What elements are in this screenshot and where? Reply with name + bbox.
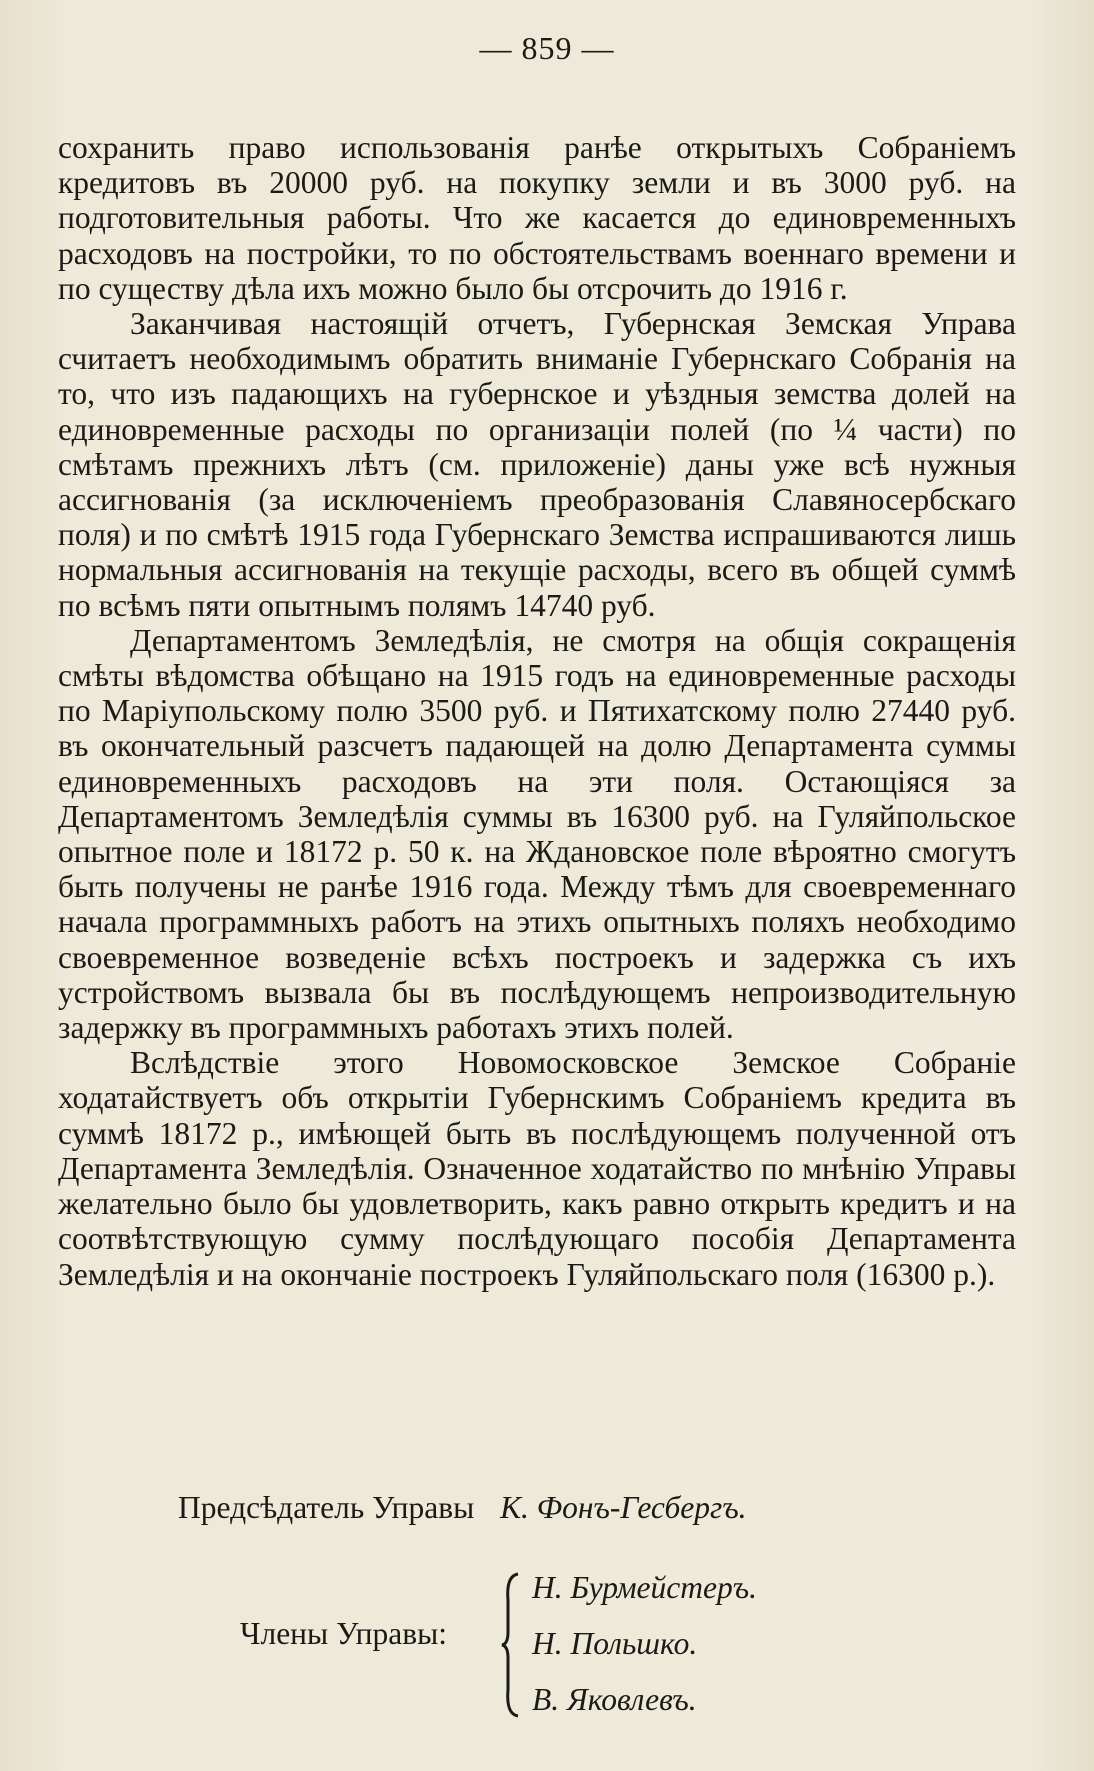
member-name: Н. Бурмейстеръ. [532,1570,757,1605]
paragraph-continuation: сохранить право использованія ранѣе открытыхъ Собраніемъ кредитовъ въ 20000 руб. на покупку земли и въ 3000 руб. на подготовительныя работы. Что же касается до единовременныхъ расходовъ на постройки, то по обстоятельствамъ военнаго времени и по существу дѣла ихъ можно было бы отсрочить до 1916 г. [58,130,1016,306]
chairman-signature: К. Фонъ-Гесбергъ. [500,1490,747,1525]
chairman-label: Предсѣдатель Управы [178,1490,475,1525]
members-label: Члены Управы: [240,1616,447,1651]
members-list [532,1560,757,1728]
body-text [58,130,1016,1292]
page-number: — 859 — [479,30,615,66]
member-name: Н. Польшко. [532,1626,698,1661]
paragraph-report-conclusion: Заканчивая настоящій отчетъ, Губернская Земская Управа считаетъ необходимымъ обратить вниманіе Губернскаго Собранія на то, что изъ падающихъ на губернское и уѣздныя земства долей на единовременные расходы по организаціи полей (по ¼ части) по смѣтамъ прежнихъ лѣтъ (см. приложеніе) даны уже всѣ нужныя ассигнованія (за исключеніемъ преобразованія Славяносербскаго поля) и по смѣтѣ 1915 года Губернскаго Земства испрашиваются лишь нормальныя ассигнованія на текущіе расходы, всего въ общей суммѣ по всѣмъ пяти опытнымъ полямъ 14740 руб. [58,306,1016,623]
curly-brace-icon [500,1570,522,1720]
paragraph-department: Департаментомъ Земледѣлія, не смотря на общія сокращенія смѣты вѣдомства обѣщано на 1915 годъ на единовременные расходы по Маріупольскому полю 3500 руб. и Пятихатскому полю 27440 руб. въ окончательный разсчетъ падающей на долю Департамента суммы единовременныхъ расходовъ на эти поля. Остающіяся за Департаментомъ Земледѣлія суммы въ 16300 руб. на Гуляйпольское опытное поле и 18172 р. 50 к. на Ждановское поле вѣроятно смогутъ быть получены не ранѣе 1916 года. Между тѣмъ для своевременнаго начала программныхъ работъ на этихъ опытныхъ поляхъ необходимо своевременное возведеніе всѣхъ построекъ и задержка съ ихъ устройствомъ вызвала бы въ послѣдующемъ непроизводительную задержку въ программныхъ работахъ этихъ полей. [58,622,1016,1046]
chairman-line [178,1490,747,1526]
member-name: В. Яковлевъ. [532,1682,697,1717]
paragraph-petition: Вслѣдствіе этого Новомосковское Земское Собраніе ходатайствуетъ объ открытіи Губернскимъ Собраніемъ кредита въ суммѣ 18172 р., имѣющей быть въ послѣдующемъ полученной отъ Департамента Земледѣлія. Означенное ходатайство по мнѣнію Управы желательно было бы удовлетворить, какъ равно открыть кредитъ и на соотвѣтствующую сумму послѣдующаго пособія Департамента Земледѣлія и на окончаніе построекъ Гуляйпольскаго поля (16300 р.). [58,1045,1016,1292]
